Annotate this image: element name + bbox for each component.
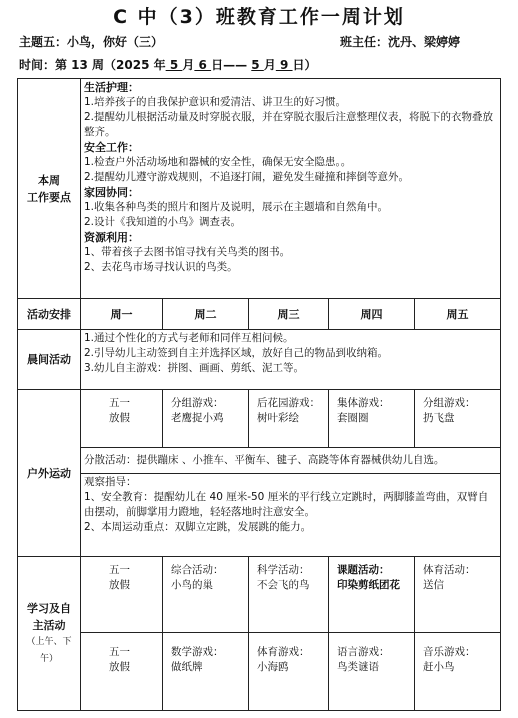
learning-activity (81, 633, 163, 711)
activity-title: 体育活动： (423, 564, 476, 576)
section-item: 1、带着孩子去图书馆寻找有关鸟类的图书。 (84, 246, 291, 258)
activity-title: 语言游戏： (337, 646, 390, 658)
day-header: 周一 (81, 299, 163, 330)
activity-value: 放假 (109, 661, 130, 673)
section-heading: 资源利用： (84, 231, 139, 244)
game-value: 套圈圈 (337, 412, 369, 424)
page-title: C 中（3）班教育工作一周计划 (113, 6, 405, 28)
learning-activity (163, 633, 249, 711)
morning-content (81, 330, 501, 390)
game-title: 后花园游戏： (257, 397, 320, 409)
morning-item: 1.通过个性化的方式与老师和同伴互相问候。 (84, 332, 294, 344)
key-points-content (81, 79, 501, 299)
section-heading: 安全工作： (84, 141, 139, 154)
learning-activity (415, 633, 501, 711)
guidance-title: 观察指导： (84, 476, 137, 488)
activity-value: 做纸牌 (171, 661, 203, 673)
activity-value: 小海鸥 (257, 661, 289, 673)
activity-value: 不会飞的鸟 (257, 579, 310, 591)
learning-activity (249, 633, 329, 711)
activity-value: 送信 (423, 579, 444, 591)
guidance-item: 1、安全教育：提醒幼儿在 40 厘米-50 厘米的平行线立定跳时，两脚膝盖弯曲，双臂自由摆动，前脚掌用力蹬地，轻轻落地时注意安全。 (84, 491, 489, 518)
date-sep: 月 (182, 58, 195, 72)
game-value: 老鹰捉小鸡 (171, 412, 224, 424)
learning-activity (329, 633, 415, 711)
activity-value: 放假 (109, 579, 130, 591)
outdoor-guidance (81, 474, 501, 557)
game-title: 五一 (109, 397, 130, 409)
section-item: 2.提醒幼儿根据活动量及时穿脱衣服，并在穿脱衣服后注意整理仪表，将脱下的衣物叠放整齐。 (84, 111, 494, 138)
date-sep: 月 (263, 58, 276, 72)
date-prefix: 时间：第 13 周（2025 年 (19, 58, 166, 72)
teacher-label: 班主任：沈丹、梁婷婷 (340, 35, 461, 49)
outdoor-game (163, 390, 249, 448)
activity-title: 综合活动： (171, 564, 224, 576)
learning-activity (249, 557, 329, 633)
key-points-label (18, 79, 81, 299)
section-item: 2、去花鸟市场寻找认识的鸟类。 (84, 261, 238, 273)
activity-value: 鸟类谜语 (337, 661, 379, 673)
outdoor-game (415, 390, 501, 448)
outdoor-label: 户外运动 (18, 390, 81, 557)
activity-title: 课题活动： (337, 564, 390, 576)
activity-title: 五一 (109, 564, 130, 576)
learning-activity (329, 557, 415, 633)
section-heading: 家园协同： (84, 186, 139, 199)
day-header: 周二 (163, 299, 249, 330)
date-suffix: 日） (292, 58, 317, 72)
outdoor-game (81, 390, 163, 448)
game-title: 分组游戏： (171, 397, 224, 409)
section-item: 1.收集各种鸟类的照片和图片及说明，展示在主题墙和自然角中。 (84, 201, 389, 213)
game-value: 树叶彩绘 (257, 412, 299, 424)
date-range (19, 56, 317, 73)
date-sep: 日—— (211, 58, 252, 72)
game-title: 集体游戏： (337, 397, 390, 409)
day-header: 周五 (415, 299, 501, 330)
morning-label: 晨间活动 (18, 330, 81, 390)
activity-title: 音乐游戏： (423, 646, 476, 658)
section-item: 1.培养孩子的自我保护意识和爱清洁、讲卫生的好习惯。 (84, 96, 347, 108)
label-line: 主活动 (32, 618, 66, 632)
outdoor-scatter: 分散活动：提供蹦床 、小推车、平衡车、毽子、高跷等体育器械供幼儿自选。 (81, 448, 501, 474)
learning-activity (81, 557, 163, 633)
game-title: 分组游戏： (423, 397, 476, 409)
day-header: 周三 (249, 299, 329, 330)
game-value: 放假 (109, 412, 130, 424)
start-day: 6 (194, 58, 212, 72)
start-month: 5 (165, 58, 183, 72)
activity-value: 小鸟的巢 (171, 579, 213, 591)
activity-title: 五一 (109, 646, 130, 658)
theme-label: 主题五：小鸟，你好（三） (19, 35, 164, 49)
end-month: 5 (251, 58, 264, 72)
morning-item: 3.幼儿自主游戏：拼图、画画、剪纸、泥工等。 (84, 362, 305, 374)
learning-activity (415, 557, 501, 633)
weekly-plan-table (17, 78, 501, 711)
activity-title: 数学游戏： (171, 646, 224, 658)
game-value: 扔飞盘 (423, 412, 455, 424)
label-line: 学习及自 (27, 601, 71, 615)
section-item: 2.提醒幼儿遵守游戏规则，不追逐打闹，避免发生碰撞和摔倒等意外。 (84, 171, 410, 183)
activity-title: 体育游戏： (257, 646, 310, 658)
label-line: 工作要点 (27, 190, 71, 204)
end-day: 9 (275, 58, 293, 72)
section-item: 1.检查户外活动场地和器械的安全性，确保无安全隐患。。 (84, 156, 352, 168)
schedule-label: 活动安排 (18, 299, 81, 330)
outdoor-game (249, 390, 329, 448)
label-sub: （上午、下午） (26, 636, 72, 664)
activity-title: 科学活动： (257, 564, 310, 576)
activity-value: 赶小鸟 (423, 661, 455, 673)
outdoor-game (329, 390, 415, 448)
guidance-item: 2、本周运动重点：双脚立定跳，发展跳的能力。 (84, 521, 312, 533)
learning-label (18, 557, 81, 711)
morning-item: 2.引导幼儿主动签到自主并选择区域，放好自己的物品到收纳箱。 (84, 347, 389, 359)
section-heading: 生活护理： (84, 81, 139, 94)
day-header: 周四 (329, 299, 415, 330)
activity-value: 印染剪纸团花 (337, 579, 400, 591)
learning-activity (163, 557, 249, 633)
label-line: 本周 (38, 173, 60, 187)
section-item: 2.设计《我知道的小鸟》调查表。 (84, 216, 242, 228)
